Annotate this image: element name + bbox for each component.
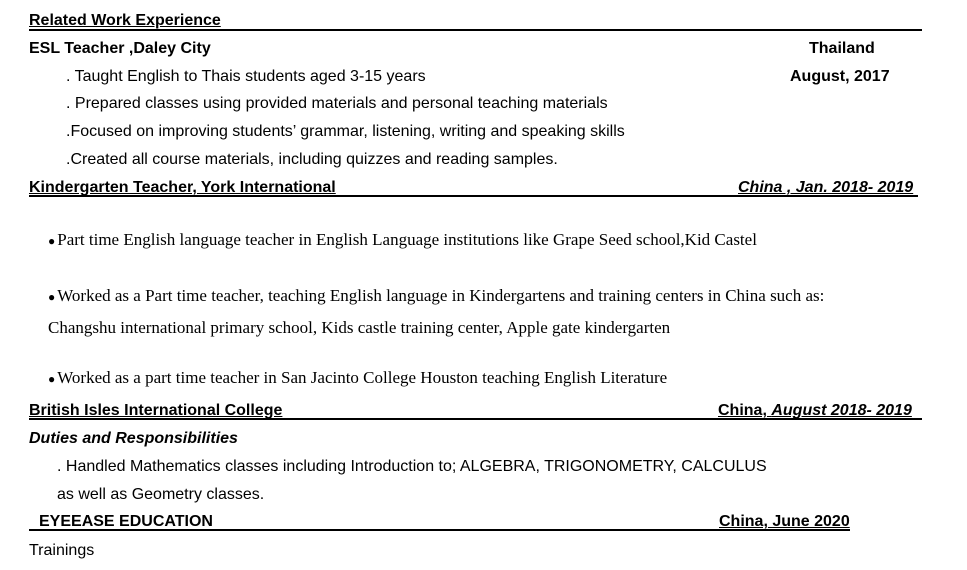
duties-heading: Duties and Responsibilities [29,430,238,447]
esl-bullet-2: . Prepared classes using provided materials and personal teaching materials [66,95,608,112]
eyeease-divider [29,529,850,531]
kindergarten-bullet-3 [48,367,667,390]
british-date: August 2018- 2019 [771,402,912,419]
british-divider [29,418,922,420]
kindergarten-location-date: China , Jan. 2018- 2019 [738,179,914,196]
duties-line-1: . Handled Mathematics classes including Introduction to; ALGEBRA, TRIGONOMETRY, CALCULUS [57,458,767,475]
bullet-icon: ● [48,234,56,248]
bullet-icon: ● [48,372,56,386]
kindergarten-bullet-2-text: Worked as a Part time teacher, teaching English language in Kindergartens and training centers in China such as: [57,286,825,305]
esl-bullet-3: .Focused on improving students’ grammar, listening, writing and speaking skills [66,123,625,140]
esl-bullet-1: . Taught English to Thais students aged 3-15 years [66,68,426,85]
kindergarten-bullet-1-text: Part time English language teacher in English Language institutions like Grape Seed school,Kid Castel [57,230,757,249]
kindergarten-divider [29,195,918,197]
bullet-icon: ● [48,290,56,304]
kindergarten-bullet-2 [48,285,921,308]
eyeease-location-date: China, June 2020 [719,513,850,530]
section-title: Related Work Experience [29,12,221,29]
esl-location: Thailand [809,40,875,57]
eyeease-job-title: EYEEASE EDUCATION [39,513,213,530]
british-location: China, [718,402,772,419]
british-job-title: British Isles International College [29,402,283,419]
kindergarten-bullet-2-continuation: Changshu international primary school, Kids castle training center, Apple gate kindergarten [48,318,671,337]
esl-job-title: ESL Teacher ,Daley City [29,40,211,57]
section-divider [29,29,922,31]
kindergarten-job-title: Kindergarten Teacher, York International [29,179,336,196]
kindergarten-bullet-1 [48,229,757,252]
duties-line-2: as well as Geometry classes. [57,486,265,503]
kindergarten-bullet-3-text: Worked as a part time teacher in San Jacinto College Houston teaching English Literature [57,368,668,387]
esl-date: August, 2017 [790,68,890,85]
esl-bullet-4: .Created all course materials, including quizzes and reading samples. [66,151,558,168]
trainings-label: Trainings [29,542,95,559]
